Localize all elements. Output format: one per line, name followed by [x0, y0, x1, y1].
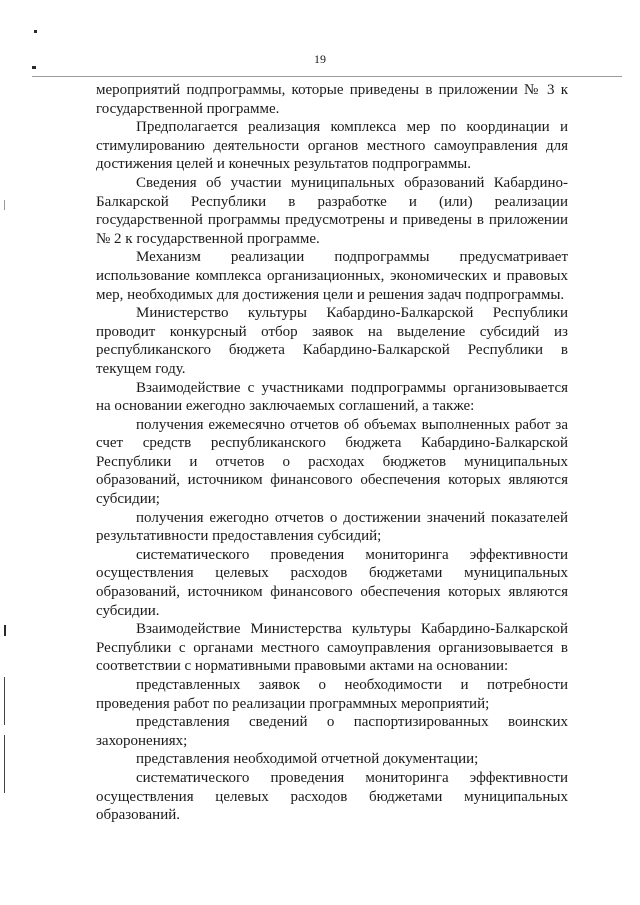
paragraph-4: Механизм реализации подпрограммы предусматривает использование комплекса организационных, экономических и правовых мер, необходимых для достижения цели и решения задач подпрограммы. — [96, 249, 568, 303]
scan-mark — [4, 625, 6, 636]
document-body — [96, 81, 568, 825]
paragraph-5: Министерство культуры Кабардино-Балкарской Республики проводит конкурсный отбор заявок на выделение субсидий из республиканского бюджета Кабардино-Балкарской Республики в текущем году. — [96, 305, 568, 377]
scan-mark — [4, 735, 5, 793]
paragraph-12: представления сведений о паспортизированных воинских захоронениях; — [96, 714, 568, 749]
scan-mark — [4, 200, 5, 210]
scan-mark — [34, 30, 37, 33]
paragraph-9: систематического проведения мониторинга эффективности осуществления целевых расходов бюджетами муниципальных образований, источником финансового обеспечения которых являются субсидии. — [96, 546, 568, 619]
paragraph-3: Сведения об участии муниципальных образований Кабардино-Балкарской Республики в разработке и (или) реализации государственной программы предусмотрены и приведены в приложении № 2 к государственной программе. — [96, 174, 568, 247]
paragraph-1: мероприятий подпрограммы, которые приведены в приложении № 3 к государственной программе. — [96, 82, 568, 117]
paragraph-2: Предполагается реализация комплекса мер по координации и стимулированию деятельности органов местного самоуправления для достижения целей и конечных результатов подпрограммы. — [96, 119, 568, 173]
scan-mark — [4, 677, 5, 725]
scan-mark — [32, 66, 36, 69]
paragraph-8: получения ежегодно отчетов о достижении значений показателей результативности предоставления субсидий; — [96, 509, 568, 545]
paragraph-10: Взаимодействие Министерства культуры Кабардино-Балкарской Республики с органами местного самоуправления организовывается в соответствии с нормативными правовыми актами на основании: — [96, 621, 568, 675]
paragraph-6: Взаимодействие с участниками подпрограммы организовывается на основании ежегодно заключаемых соглашений, а также: — [96, 379, 568, 415]
paragraph-7: получения ежемесячно отчетов об объемах выполненных работ за счет средств республиканского бюджета Кабардино-Балкарской Республики и отчетов о расходах бюджетов муниципальных образований, источником финансового обеспечения которых являются субсидии; — [96, 416, 568, 508]
paragraph-14: систематического проведения мониторинга эффективности осуществления целевых расходов бюджетами муниципальных образований. — [96, 769, 568, 824]
paragraph-11: представленных заявок о необходимости и потребности проведения работ по реализации программных мероприятий; — [96, 677, 568, 712]
header-rule — [32, 76, 622, 77]
page-number: 19 — [314, 52, 326, 66]
paragraph-13: представления необходимой отчетной документации; — [136, 751, 479, 768]
